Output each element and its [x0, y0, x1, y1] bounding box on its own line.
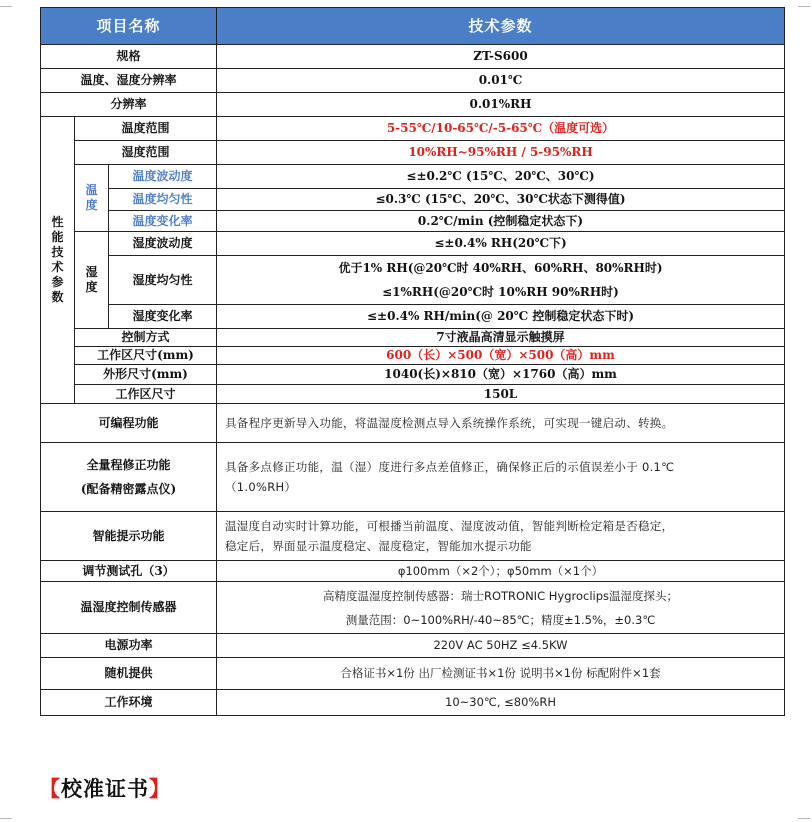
row-label: 外形尺寸(mm) — [75, 365, 217, 385]
row-value: ≤±0.2℃ (15℃、20℃、30℃) — [217, 165, 785, 189]
table-row — [41, 658, 785, 690]
row-label: 温度范围 — [75, 117, 217, 141]
table-row — [41, 404, 785, 443]
row-label: 温度、湿度分辨率 — [41, 69, 217, 93]
row-label: 湿度均匀性 — [109, 256, 217, 305]
row-value — [217, 443, 785, 512]
row-label: 规格 — [41, 45, 217, 69]
row-value: 150L — [217, 385, 785, 404]
value-line: 具备多点修正功能，温（湿）度进行多点差值修正，确保修正后的示值误差小于 0.1℃ — [225, 460, 675, 474]
row-label: 温度波动度 — [109, 165, 217, 189]
row-value: 0.01%RH — [217, 93, 785, 117]
row-label — [41, 443, 217, 512]
row-value — [217, 256, 785, 305]
row-label: 工作区尺寸 — [75, 385, 217, 404]
value-line: 优于1% RH(@20℃时 40%RH、60%RH、80%RH时) — [338, 261, 663, 275]
row-label: 湿度变化率 — [109, 305, 217, 329]
table-row — [41, 211, 785, 232]
row-value: 7寸液晶高清显示触摸屏 — [217, 329, 785, 347]
value-line: 温湿度自动实时计算功能，可根播当前温度、湿度波动值，智能判断检定箱是否稳定， — [225, 519, 674, 533]
table-row — [41, 443, 785, 512]
row-value: 0.01℃ — [217, 69, 785, 93]
table-row — [41, 165, 785, 189]
bracket-open: 【 — [39, 777, 61, 801]
vertical-char: 度 — [85, 280, 98, 294]
table-row — [41, 141, 785, 165]
table-row — [41, 561, 785, 582]
table-row — [41, 232, 785, 256]
heading-text: 校准证书 — [61, 777, 149, 801]
section-heading-calibration-certificate — [39, 773, 171, 803]
table-row — [41, 385, 785, 404]
row-label: 电源功率 — [41, 634, 217, 658]
value-line: 稳定后，界面显示温度稳定、湿度稳定，智能加水提示功能 — [225, 539, 532, 553]
row-value: 具备程序更新导入功能，将温湿度检测点导入系统操作系统，可实现一键启动、转换。 — [217, 404, 785, 443]
row-value: 合格证书×1份 出厂检测证书×1份 说明书×1份 标配附件×1套 — [217, 658, 785, 690]
value-line: ≤1%RH(@20℃时 10%RH 90%RH时) — [382, 285, 619, 299]
table-row — [41, 690, 785, 716]
crop-mark — [0, 6, 12, 7]
row-value: 220V AC 50HZ ≤4.5KW — [217, 634, 785, 658]
crop-mark — [0, 818, 12, 819]
row-label: 分辨率 — [41, 93, 217, 117]
table-row — [41, 69, 785, 93]
crop-mark — [798, 6, 810, 7]
vertical-char: 湿 — [85, 265, 98, 279]
table-row — [41, 45, 785, 69]
table-row — [41, 329, 785, 347]
table-row — [41, 582, 785, 634]
table-row — [41, 347, 785, 365]
label-line: 全量程修正功能 — [86, 458, 171, 472]
vertical-char: 术 — [51, 260, 64, 274]
row-label: 工作环境 — [41, 690, 217, 716]
header-item-name: 项目名称 — [41, 8, 217, 45]
row-value: 0.2℃/min (控制稳定状态下) — [217, 211, 785, 232]
vertical-char: 数 — [51, 290, 64, 304]
row-value: 600（长）×500（宽）×500（高）mm — [217, 347, 785, 365]
row-label: 湿度范围 — [75, 141, 217, 165]
label-line: (配备精密露点仪) — [80, 482, 177, 496]
table-row — [41, 256, 785, 305]
table-row — [41, 305, 785, 329]
vertical-char: 温 — [85, 183, 98, 197]
header-tech-params: 技术参数 — [217, 8, 785, 45]
temp-group-label — [75, 165, 109, 232]
spec-table — [40, 7, 785, 716]
bracket-close: 】 — [149, 777, 171, 801]
vertical-char: 度 — [85, 198, 98, 212]
vertical-char: 参 — [51, 275, 64, 289]
row-label: 智能提示功能 — [41, 512, 217, 561]
table-header-row — [41, 8, 785, 45]
row-label: 可编程功能 — [41, 404, 217, 443]
table-row — [41, 189, 785, 211]
row-value: ≤0.3℃ (15℃、20℃、30℃状态下测得值) — [217, 189, 785, 211]
humidity-group-label — [75, 232, 109, 329]
table-row — [41, 512, 785, 561]
row-value: 10%RH~95%RH / 5-95%RH — [217, 141, 785, 165]
table-row — [41, 93, 785, 117]
value-line: 高精度温湿度控制传感器：瑞士ROTRONIC Hygroclips温湿度探头； — [322, 588, 679, 603]
row-label: 随机提供 — [41, 658, 217, 690]
row-value — [217, 512, 785, 561]
row-value: 1040(长)×810（宽）×1760（高）mm — [217, 365, 785, 385]
vertical-char: 能 — [51, 230, 64, 244]
row-label: 温度均匀性 — [109, 189, 217, 211]
row-value: ≤±0.4% RH(20℃下) — [217, 232, 785, 256]
row-value — [217, 582, 785, 634]
row-value: 10~30℃, ≤80%RH — [217, 690, 785, 716]
row-value: ≤±0.4% RH/min(@ 20℃ 控制稳定状态下时) — [217, 305, 785, 329]
row-label: 工作区尺寸(mm) — [75, 347, 217, 365]
vertical-char: 性 — [51, 215, 64, 229]
row-value: φ100mm（×2个）；φ50mm（×1个） — [217, 561, 785, 582]
value-line: （1.0%RH） — [225, 480, 297, 494]
row-label: 湿度波动度 — [109, 232, 217, 256]
row-label: 调节测试孔（3） — [41, 561, 217, 582]
performance-group-label — [41, 117, 75, 404]
table-row — [41, 365, 785, 385]
row-label: 控制方式 — [75, 329, 217, 347]
row-value: 5-55℃/10-65℃/-5-65℃（温度可选） — [217, 117, 785, 141]
value-line: 测量范围：0~100%RH/-40~85℃；精度±1.5%，±0.3℃ — [345, 612, 656, 627]
row-value: ZT-S600 — [217, 45, 785, 69]
row-label: 温度变化率 — [109, 211, 217, 232]
crop-mark — [798, 818, 810, 819]
vertical-char: 技 — [51, 245, 64, 259]
row-label: 温湿度控制传感器 — [41, 582, 217, 634]
table-row — [41, 634, 785, 658]
table-row — [41, 117, 785, 141]
